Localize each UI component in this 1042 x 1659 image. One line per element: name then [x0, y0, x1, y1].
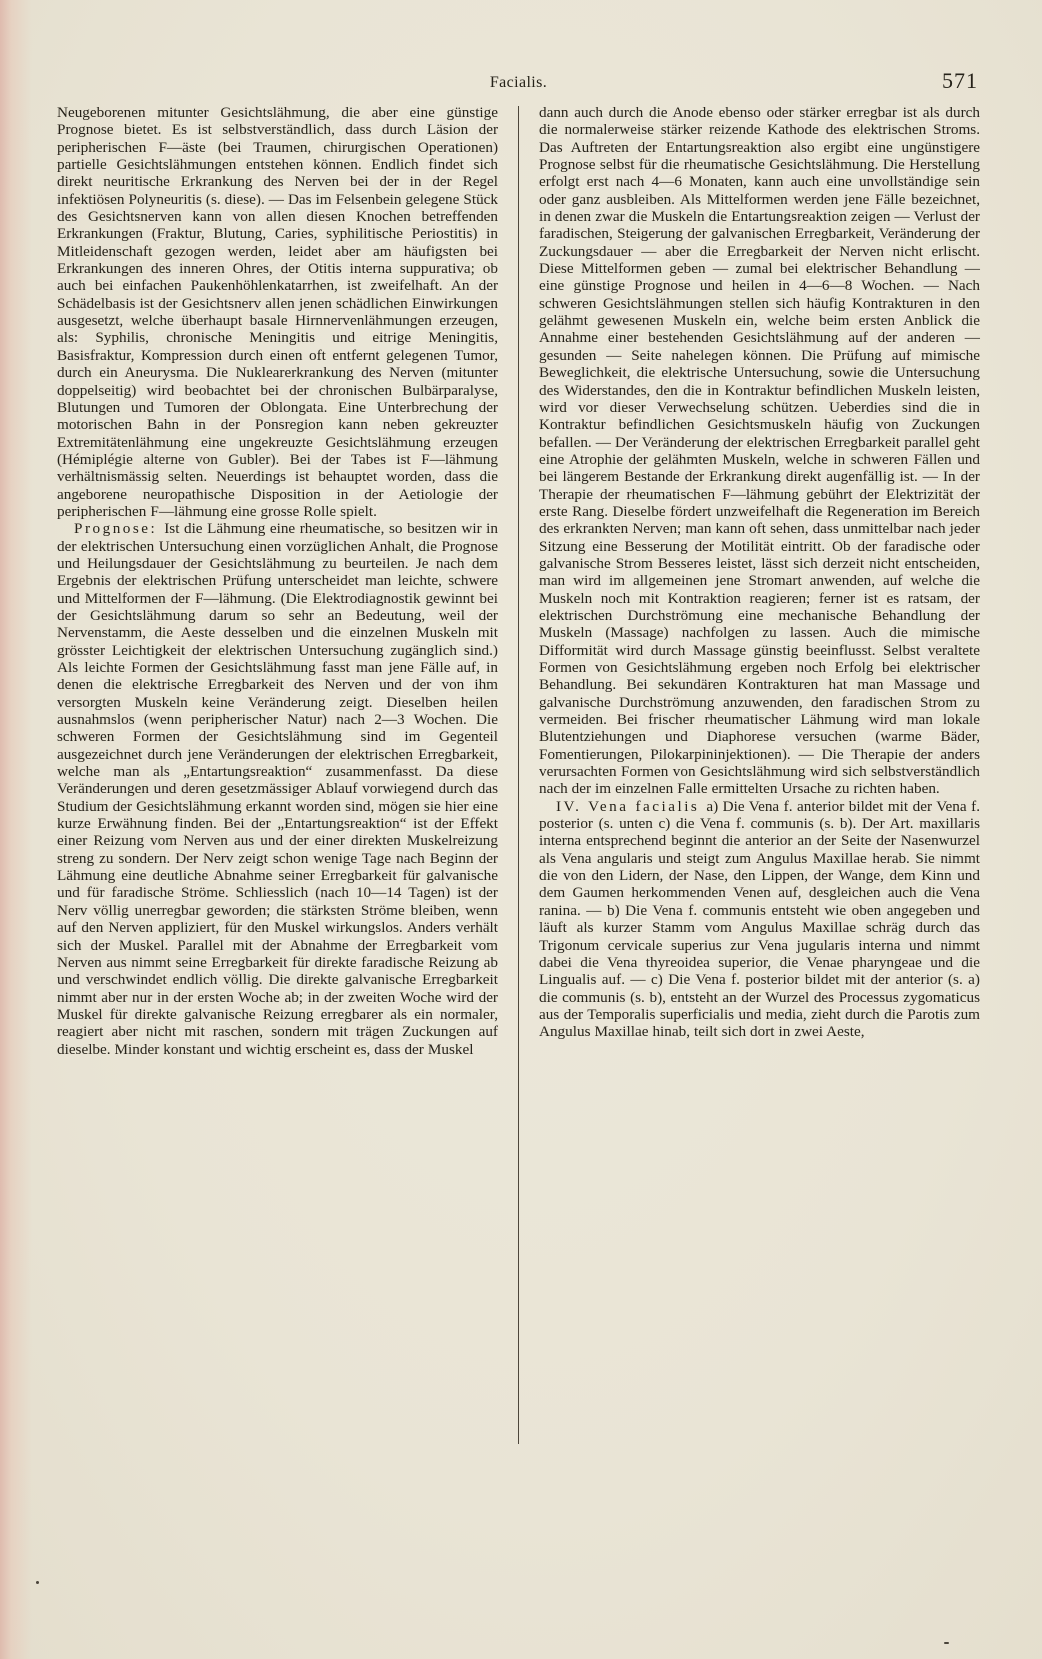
- paragraph-text: Ist die Lähmung eine rheumatische, so besitzen wir in der elektrischen Untersuchung einen vorzüglichen Anhalt, die Prognose und Heilungsdauer der Gesichtslähmung zu beurteilen. Je nach dem Ergebnis der elektrischen Prüfung unterscheidet man leichte, schwere und Mittelformen der F—lähmung. (Die Elektrodiagnostik gewinnt bei der Gesichtslähmung darum so sehr an Bedeutung, weil der Nervenstamm, die Aeste desselben und die einzelnen Muskeln mit grösster Leichtigkeit der elektrischen Untersuchung zugänglich sind.) Als leichte Formen der Gesichtslähmung fasst man jene Fälle auf, in denen die elektrische Erregbarkeit des Nerven und der von ihm versorgten Muskeln keine Veränderung zeigt. Dieselben heilen ausnahmslos (wenn peripherischer Natur) nach 2—3 Wochen. Die schweren Formen der Gesichtslähmung sind im Gegenteil ausgezeichnet durch jene Veränderungen der elektrischen Erregbarkeit, welche man als „Entartungsreaktion“ zusammenfasst. Da diese Veränderungen und deren gesetzmässiger Ablauf vorwiegend durch das Studium der Gesichtslähmung erkannt worden sind, mögen sie hier eine kurze Erwähnung finden. Bei der „Entartungsreaktion“ ist der Effekt einer Reizung vom Nerven aus und der einer direkten Muskelreizung streng zu sondern. Der Nerv zeigt schon wenige Tage nach Beginn der Lähmung eine deutliche Abnahme seiner Erregbarkeit für galvanische und für faradische Ströme. Schliesslich (nach 10—14 Tagen) ist der Nerv völlig unerregbar geworden; die stärksten Ströme bleiben, wenn auf den Nerven appliziert, für den Muskel wirkungslos. Anders verhält sich der Muskel. Parallel mit der Abnahme der Erregbarkeit vom Nerven aus nimmt seine Erregbarkeit für direkte faradische Reizung ab und verschwindet endlich völlig. Die direkte galvanische Erregbarkeit nimmt aber nur in der ersten Woche ab; in der zweiten Woche wird der Muskel für direkte galvanische Reizung erregbarer als ein normaler, reagiert aber nicht mit raschen, sondern mit trägen Zuckungen auf dieselbe. Minder konstant und wichtig erscheint es, dass der Muskel: [57, 520, 498, 1058]
- scan-speck: [36, 1581, 39, 1584]
- page-header: [57, 68, 980, 98]
- column-divider-rule: [518, 106, 519, 1444]
- paragraph: [57, 520, 498, 1058]
- paragraph: dann auch durch die Anode ebenso oder stärker erregbar ist als durch die normalerweise stärker reizende Kathode des elektrischen Stroms. Das Auftreten der Entartungsreaktion also ergibt eine ungünstigere Prognose selbst für die rheumatische Gesichtslähmung. Die Herstellung erfolgt erst nach 4—6 Monaten, kann auch eine unvollständige sein oder ganz ausbleiben. Als Mittelformen werden jene Fälle bezeichnet, in denen zwar die Muskeln die Entartungsreaktion zeigen — Verlust der faradischen, Steigerung der galvanischen Erregbarkeit, Veränderung der Zuckungsdauer — aber die Erregbarkeit der Nerven nicht erlischt. Diese Mittelformen geben — zumal bei elektrischer Behandlung — eine günstige Prognose und heilen in 4—6—8 Wochen. — Nach schweren Gesichtslähmungen stellen sich häufig Kontrakturen in den gelähmt gewesenen Muskeln ein, welche beim ersten Anblick die Annahme einer bestehenden Gesichtslähmung auf der anderen — gesunden — Seite nahelegen können. Die Prüfung auf mimische Beweglichkeit, die elektrische Untersuchung, sowie die Untersuchung des Widerstandes, den die in Kontraktur befindlichen Muskeln leisten, wird vor dieser Verwechselung schützen. Ueberdies sind die in Kontraktur befindlichen Gesichtsmuskeln häufig von Zuckungen befallen. — Der Veränderung der elektrischen Erregbarkeit parallel geht eine Atrophie der gelähmten Muskeln, welche in schweren Fällen und bei längerem Bestande der Erkrankung direkt augenfällig ist. — In der Therapie der rheumatischen F—lähmung gebührt der Elektrizität der erste Rang. Dieselbe fördert unzweifelhaft die Regeneration im Bereich des erkrankten Nerven; man kann oft sehen, dass unmittelbar nach jeder Sitzung eine Besserung der Motilität eintritt. Ob der faradische oder galvanische Strom Besseres leistet, lässt sich derzeit nicht entscheiden, man wird im allgemeinen jene Stromart anwenden, auf welche die Muskeln noch mit Kontraktion reagieren; ferner ist es ratsam, der elektrischen Durchströmung eine mechanische Behandlung der Muskeln (Massage) nachfolgen zu lassen. Auch die mimische Difformität wird durch Massage günstig beeinflusst. Selbst veraltete Formen von Gesichtslähmung ergeben noch Erfolg bei elektrischer Behandlung. Bei sekundären Kontrakturen hat man Massage und galvanische Durchströmung anzuwenden, den faradischen Strom zu vermeiden. Bei frischer rheumatischer Lähmung wird man lokale Blutentziehungen und Diaphorese versuchen (warme Bäder, Fomentierungen, Pilokarpininjektionen). — Die Therapie der anders verursachten Formen von Gesichtslähmung wird sich selbstverständlich nach der im einzelnen Falle ermittelten Ursache zu richten haben.: [539, 104, 980, 798]
- left-column: [57, 104, 498, 1659]
- page-gutter-shadow: [0, 0, 32, 1659]
- paragraph: [539, 798, 980, 1041]
- paragraph-lead: Prognose:: [74, 520, 158, 538]
- right-column: [539, 104, 980, 1659]
- paragraph-text: a) Die Vena f. anterior bildet mit der Vena f. posterior (s. unten c) die Vena f. communis (s. b). Der Art. maxillaris interna entsprechend beginnt die anterior an der Seite der Nasenwurzel als Vena angularis und steigt zum Angulus Maxillae herab. Sie nimmt die von den Lidern, der Nase, den Lippen, der Wange, dem Kinn und dem Gaumen herkommenden Venen auf, desgleichen auch die Vena ranina. — b) Die Vena f. communis entsteht wie oben angegeben und läuft als kurzer Stamm vom Angulus Maxillae schräg durch das Trigonum cervicale superius zur Vena jugularis interna und nimmt dabei die Vena thyreoidea superior, die Venae pharyngeae und die Lingualis auf. — c) Die Vena f. posterior bildet mit der anterior (s. a) die communis (s. b), entsteht an der Wurzel des Processus zygomaticus aus der Temporalis superficialis und media, zieht durch die Parotis zum Angulus Maxillae hinab, teilt sich dort in zwei Aeste,: [539, 797, 980, 1041]
- page-body: [57, 104, 980, 1659]
- paragraph-lead: IV. Vena facialis: [556, 797, 700, 815]
- page-number: 571: [942, 68, 978, 93]
- running-title: Facialis.: [489, 74, 548, 91]
- paragraph: Neugeborenen mitunter Gesichtslähmung, die aber eine günstige Prognose bietet. Es ist selbstverständlich, dass durch Läsion der peripherischen F—äste (bei Traumen, chirurgischen Operationen) partielle Gesichtslähmungen entstehen können. Endlich findet sich direkt neuritische Erkrankung des Nerven bei der in der Regel infektiösen Polyneuritis (s. diese). — Das im Felsenbein gelegene Stück des Gesichtsnerven kann von allen diesen Knochen betreffenden Erkrankungen (Fraktur, Blutung, Caries, syphilitische Periostitis) in Mitleidenschaft gezogen werden, leidet aber am häufigsten bei Erkrankungen des inneren Ohres, der Otitis interna suppurativa; ob auch bei einfachen Paukenhöhlenkatarrhen, ist zweifelhaft. An der Schädelbasis ist der Gesichtsnerv allen jenen schädlichen Einwirkungen ausgesetzt, welche überhaupt basale Hirnnervenlähmungen erzeugen, als: Syphilis, chronische Meningitis und eitrige Meningitis, Basisfraktur, Kompression durch einen oft entfernt gelegenen Tumor, durch ein Aneurysma. Die Nuklearerkrankung des Nerven (mitunter doppelseitig) wird beobachtet bei der chronischen Bulbärparalyse, Blutungen und Tumoren der Oblongata. Eine Unterbrechung der motorischen Bahn in der Ponsregion kann neben gekreuzter Extremitätenlähmung eine ungekreuzte Gesichtslähmung erzeugen (Hémiplégie alterne von Gubler). Bei der Tabes ist F—lähmung verhältnismässig selten. Neuerdings ist behauptet worden, dass die angeborene neuropathische Disposition in der Aetiologie der peripherischen F—lähmung eine grosse Rolle spielt.: [57, 104, 498, 520]
